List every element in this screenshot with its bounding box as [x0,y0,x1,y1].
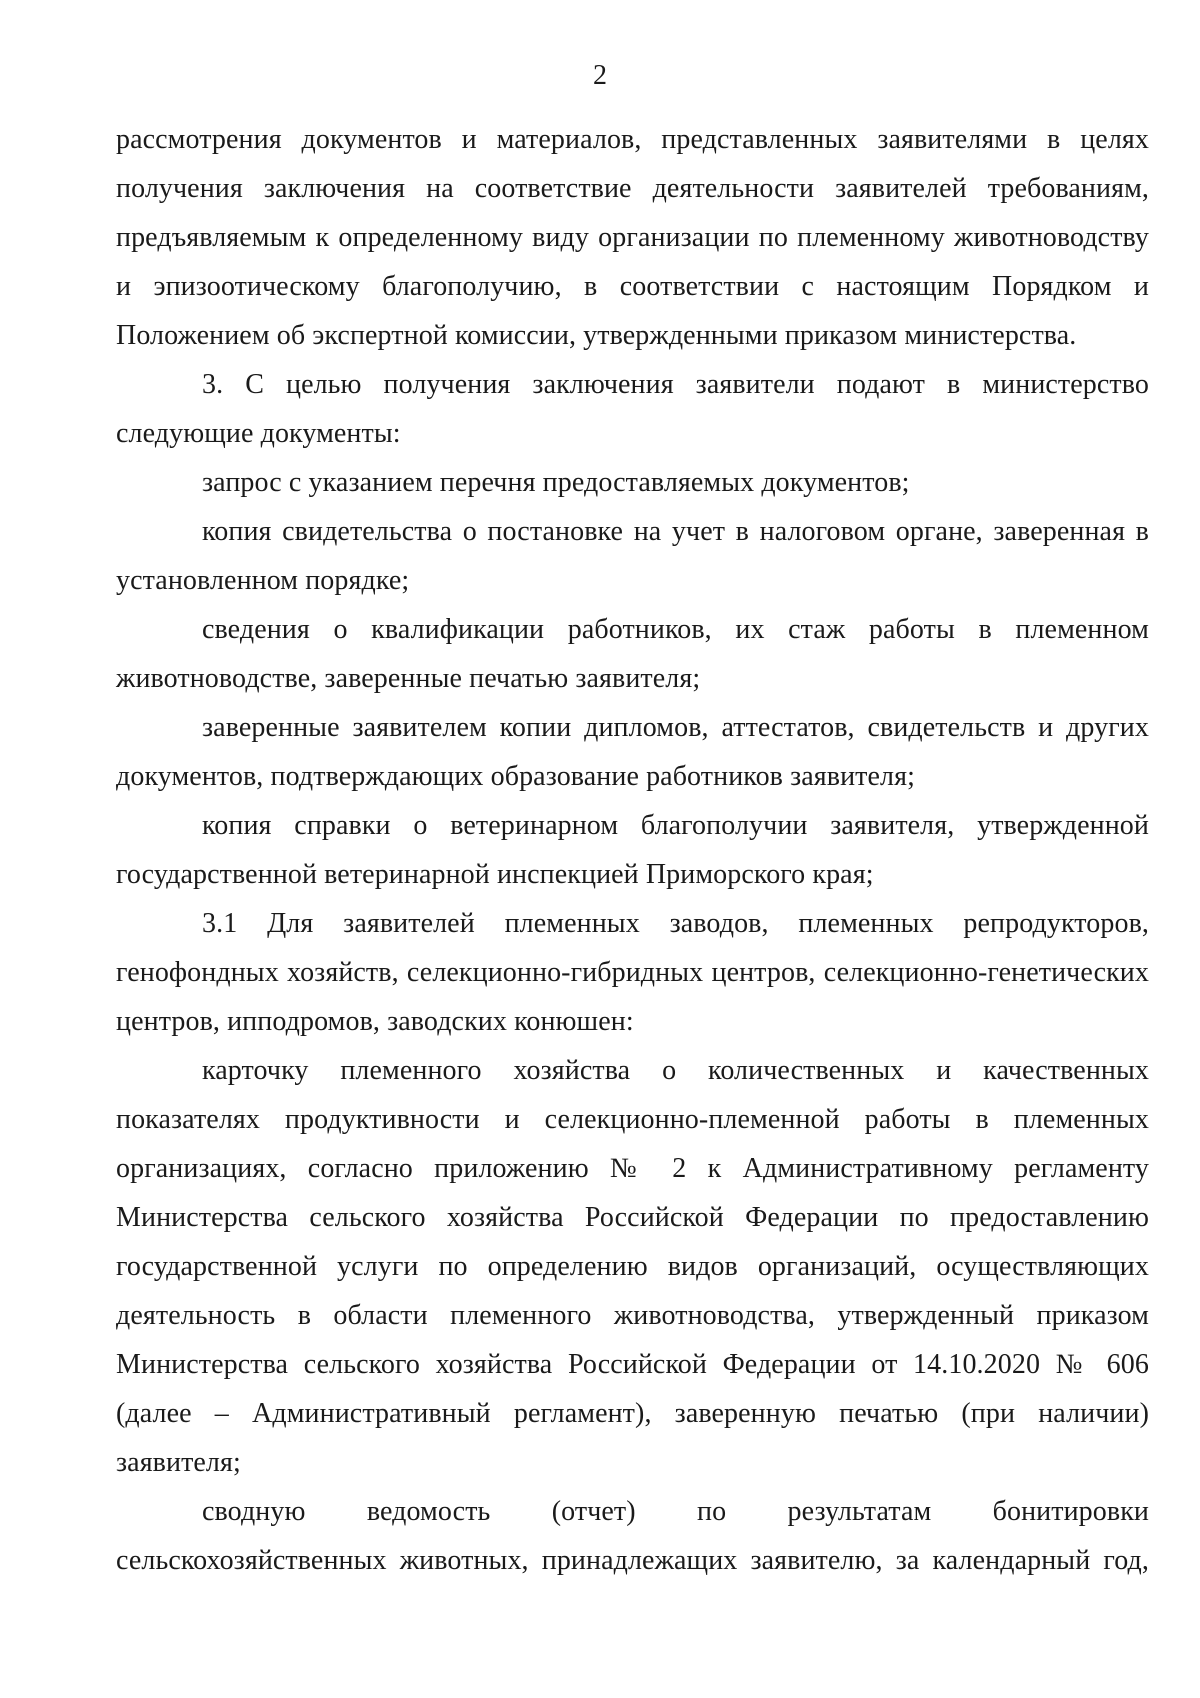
paragraph-item-3-1: 3.1 Для заявителей племенных заводов, племенных репродукторов, генофондных хозяйств, селекционно-гибридных центров, селекционно-генетических центров, ипподромов, заводских конюшен: [116,908,1149,1037]
paragraph-breeding-card: карточку племенного хозяйства о количественных и качественных показателях продуктивности и селекционно-племенной работы в племенных организациях, согласно приложению № 2 к Административному регламенту Министерства сельского хозяйства Российской Федерации по предоставлению государственной услуги по определению видов организаций, осуществляющих деятельность в области племенного животноводства, утвержденный приказом Министерства сельского хозяйства Российской Федерации от 14.10.2020 № 606 (далее – Административный регламент), заверенную печатью (при наличии) заявителя; [116,1055,1149,1478]
paragraph-tax-certificate: копия свидетельства о постановке на учет в налоговом органе, заверенная в установленном порядке; [116,516,1149,596]
paragraph-summary-statement: сводную ведомость (отчет) по результатам бонитировки сельскохозяйственных животных, принадлежащих заявителю, за календарный год, [116,1496,1149,1576]
paragraph-continuation: рассмотрения документов и материалов, представленных заявителями в целях получения заключения на соответствие деятельности заявителей требованиям, предъявляемым к определенному виду организации по племенному животноводству и эпизоотическому благополучию, в соответствии с настоящим Порядком и Положением об экспертной комиссии, утвержденными приказом министерства. [116,124,1149,351]
paragraph-request: запрос с указанием перечня предоставляемых документов; [202,467,910,498]
page-number: 2 [593,60,607,91]
paragraph-diplomas: заверенные заявителем копии дипломов, аттестатов, свидетельств и других документов, подтверждающих образование работников заявителя; [116,712,1149,792]
paragraph-item-3: 3. С целью получения заключения заявители подают в министерство следующие документы: [116,369,1149,449]
paragraph-veterinary-certificate: копия справки о ветеринарном благополучии заявителя, утвержденной государственной ветеринарной инспекцией Приморского края; [116,810,1149,890]
document-body [116,115,1149,1585]
paragraph-staff-qualification: сведения о квалификации работников, их стаж работы в племенном животноводстве, заверенные печатью заявителя; [116,614,1149,694]
